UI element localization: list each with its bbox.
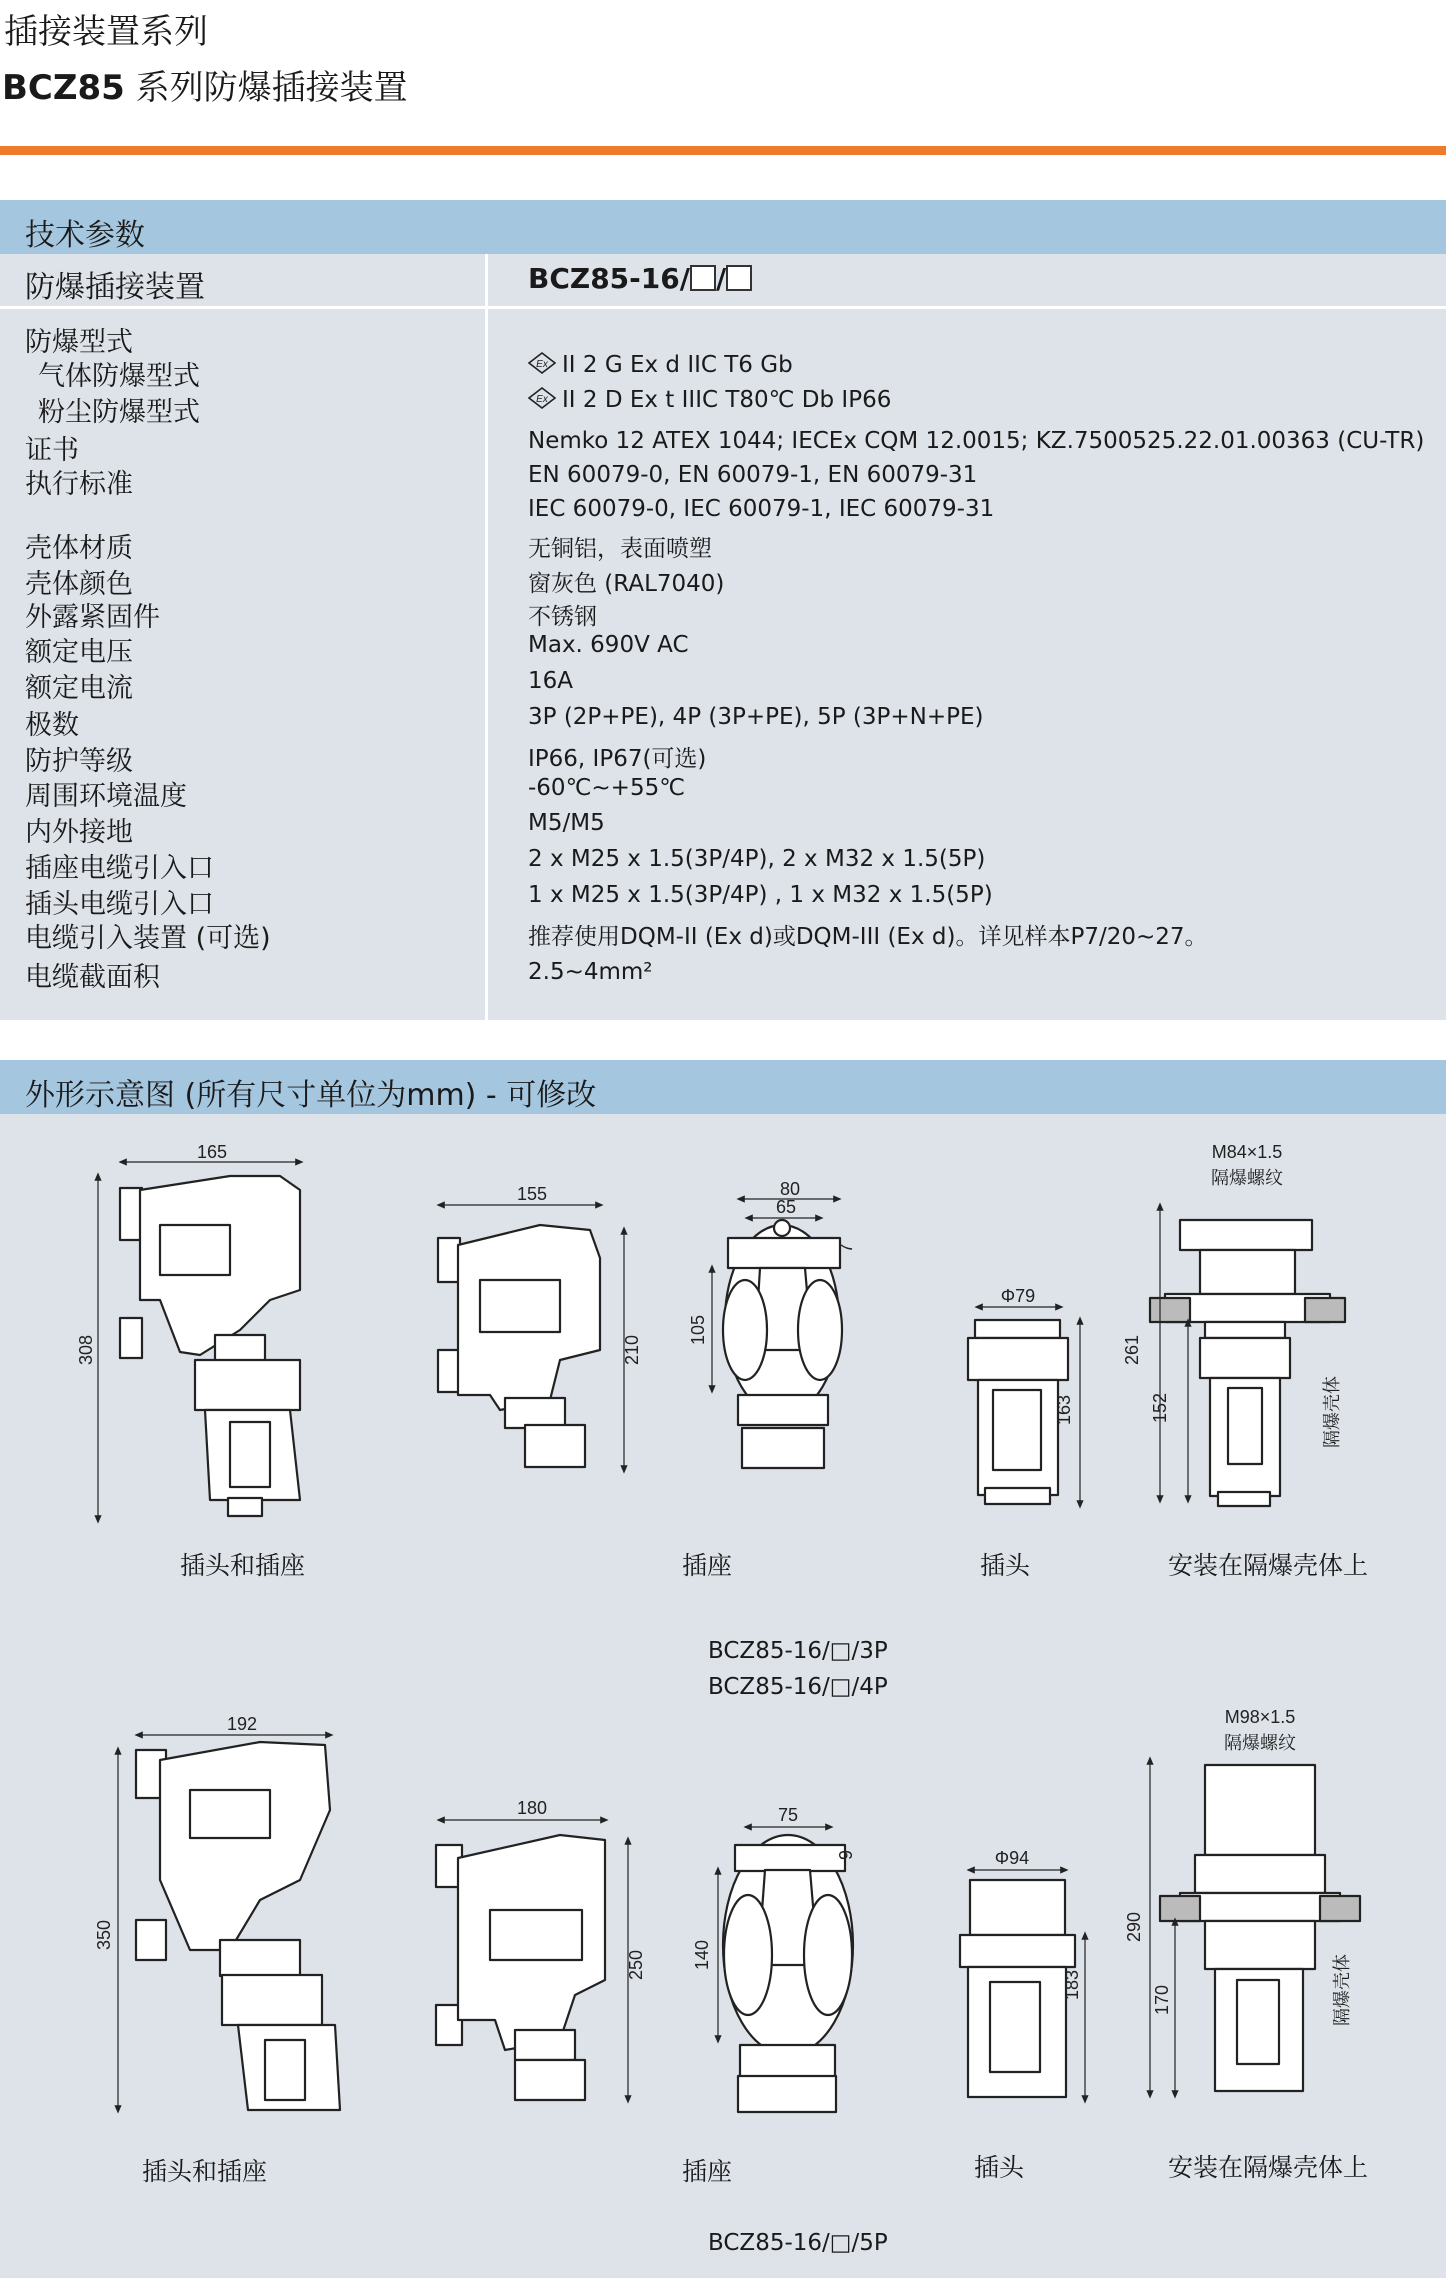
spec-value: 2.5~4mm² [528,959,653,985]
dim-label: 290 [1124,1911,1144,1943]
column-divider [485,254,488,306]
model-5p: BCZ85-16/□/5P [708,2230,888,2256]
ex-mark-icon [528,387,556,409]
plug-drawing-bottom [960,1880,1075,2097]
dim-label: M98×1.5 [1224,1707,1296,1727]
dim-label: 261 [1122,1334,1142,1366]
specs-section-bar [0,200,1446,254]
spec-label: 防护等级 [25,746,133,777]
spec-label: 执行标准 [25,469,133,500]
spec-value: 无铜铝，表面喷塑 [528,536,712,562]
plug-drawing-top [968,1320,1068,1504]
model-4p: BCZ85-16/□/4P [708,1674,888,1700]
socket-drawing-bottom [436,1835,605,2100]
model-prefix: BCZ85-16/ [528,262,690,295]
spec-value: IP66, IP67(可选) [528,746,707,772]
caption-mounted: 安装在隔爆壳体上 [1168,1551,1369,1580]
dim-label: 350 [94,1919,114,1951]
caption-plug-socket: 插头和插座 [180,1551,306,1580]
dim-label: Φ79 [1000,1286,1036,1306]
caption-plug-socket: 插头和插座 [142,2157,268,2186]
dim-label: 7 [836,1242,856,1254]
spec-value: Ex II 2 G Ex d IIC T6 Gb [528,352,793,378]
dim-label: Φ94 [994,1848,1030,1868]
socket-front-drawing-bottom [723,1835,853,2112]
spec-value: -60℃~+55℃ [528,775,686,801]
dim-label: 75 [777,1805,799,1825]
dim-label: 180 [516,1798,548,1818]
dim-label: 152 [1150,1392,1170,1424]
spec-label: 外露紧固件 [25,602,160,633]
dim-label: 140 [692,1939,712,1971]
category-title: 插接装置系列 [4,12,208,52]
socket-front-drawing-top [723,1220,842,1468]
dim-label: 250 [626,1949,646,1981]
spec-label: 壳体材质 [25,533,133,564]
dim-label: 隔爆螺纹 [1211,1168,1283,1188]
socket-drawing-top [438,1225,600,1467]
orange-divider [0,146,1446,155]
spec-label: 周围环境温度 [25,781,187,812]
dim-label: 隔爆壳体 [1332,1954,1352,2026]
dim-label: 183 [1062,1969,1082,2001]
spec-label: 电缆引入装置 (可选) [25,923,271,954]
spec-label: 气体防爆型式 [38,361,200,392]
model-3p: BCZ85-16/□/3P [708,1638,888,1664]
spec-value: 2 x M25 x 1.5(3P/4P), 2 x M32 x 1.5(5P) [528,846,986,872]
dim-label: 165 [196,1142,228,1162]
spec-label: 插头电缆引入口 [25,889,214,920]
model-sep: / [715,262,727,295]
product-label: 防爆插接装置 [25,270,205,305]
dimensions-section-title: 外形示意图 (所有尺寸单位为mm) - 可修改 [25,1078,597,1113]
series-title [2,60,408,109]
placeholder-box-icon [726,265,752,291]
placeholder-box-icon [690,265,716,291]
dim-label: 192 [226,1714,258,1734]
spec-value: EN 60079-0, EN 60079-1, EN 60079-31 [528,462,978,488]
spec-value: 不锈钢 [528,604,597,630]
spec-value: M5/M5 [528,810,605,836]
spec-value: Ex II 2 D Ex t IIIC T80℃ Db IP66 [528,387,891,413]
spec-value: 1 x M25 x 1.5(3P/4P) , 1 x M32 x 1.5(5P) [528,882,993,908]
dim-label: 9 [836,1849,856,1861]
spec-label: 粉尘防爆型式 [38,397,200,428]
spec-label: 防爆型式 [25,327,133,358]
spec-value: 16A [528,668,574,694]
dim-label: 80 [779,1179,801,1199]
dim-label: M84×1.5 [1211,1142,1283,1162]
dim-label: 65 [775,1197,797,1217]
model-number [528,262,752,295]
column-divider [485,309,488,1020]
spec-value: IEC 60079-0, IEC 60079-1, IEC 60079-31 [528,496,995,522]
series-code: BCZ85 [2,68,125,108]
caption-socket: 插座 [682,2157,733,2186]
dim-label: 155 [516,1184,548,1204]
spec-label: 额定电流 [25,673,133,704]
spec-label: 额定电压 [25,637,133,668]
caption-socket: 插座 [682,1551,733,1580]
dim-label: 105 [688,1314,708,1346]
svg-text:Ex: Ex [536,359,548,370]
spec-value: 3P (2P+PE), 4P (3P+PE), 5P (3P+N+PE) [528,704,984,730]
series-name: 系列防爆插接装置 [135,68,408,108]
spec-label: 内外接地 [25,817,133,848]
spec-label: 极数 [25,710,79,741]
spec-value: Nemko 12 ATEX 1044; IECEx CQM 12.0015; KZ.7500525.22.01.00363 (CU-TR) [528,428,1425,454]
caption-plug: 插头 [980,1551,1031,1580]
svg-text:Ex: Ex [536,394,548,405]
spec-label: 插座电缆引入口 [25,853,214,884]
specs-header-row [0,254,1446,306]
dim-label: 隔爆螺纹 [1224,1733,1296,1753]
caption-plug: 插头 [974,2153,1025,2182]
dimensions-section-bar [0,1060,1446,1114]
dim-label: 170 [1152,1984,1172,2016]
specs-section-title: 技术参数 [25,218,145,253]
caption-mounted: 安装在隔爆壳体上 [1168,2153,1369,2182]
dim-label: 210 [622,1334,642,1366]
specs-divider [0,306,1446,309]
spec-label: 证书 [25,435,79,466]
dim-label: 隔爆壳体 [1322,1376,1342,1448]
spec-value: 推荐使用DQM-II (Ex d)或DQM-III (Ex d)。详见样本P7/20~27。 [528,924,1208,950]
ex-mark-icon [528,352,556,374]
spec-value: Max. 690V AC [528,632,689,658]
spec-label: 电缆截面积 [25,962,160,993]
mounted-drawing-top [1150,1220,1345,1506]
spec-label: 壳体颜色 [25,569,133,600]
mounted-drawing-bottom [1160,1765,1360,2091]
dim-label: 308 [76,1334,96,1366]
spec-value: 窗灰色 (RAL7040) [528,571,725,597]
plug-socket-drawing-top [120,1176,300,1516]
dim-label: 163 [1054,1394,1074,1426]
plug-socket-drawing-bottom [136,1742,340,2110]
